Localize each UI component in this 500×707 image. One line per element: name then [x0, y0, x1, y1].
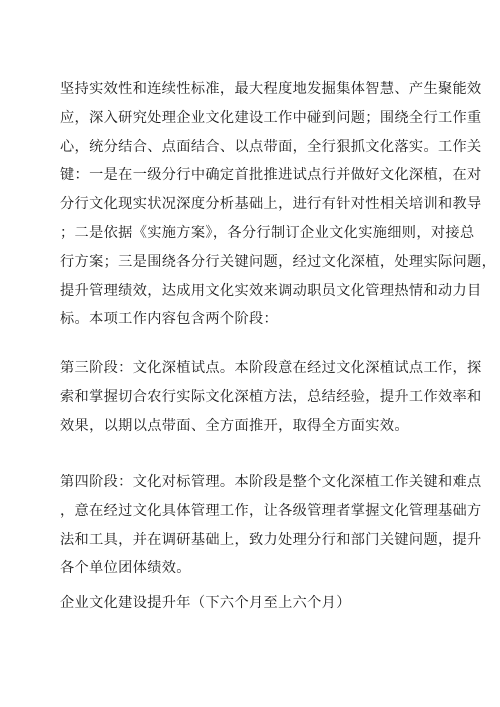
- text-line: 索和掌握切合农行实际文化深植方法，总结经验，提升工作效率和: [60, 388, 482, 405]
- text-line: 心，统分结合、点面结合、以点带面，全行狠抓文化落实。工作关: [60, 138, 482, 155]
- text-line: 第四阶段：文化对标管理。本阶段是整个文化深植工作关键和难点: [60, 474, 482, 490]
- section-heading: [60, 589, 440, 618]
- text-line: ；二是依据《实施方案》，各分行制订企业文化实施细则，对接总: [60, 224, 475, 241]
- text-line: 行方案；三是围绕各分行关键问题，经过文化深植，处理实际问题，: [60, 253, 497, 270]
- text-line: 提升管理绩效，达成用文化实效来调动职员文化管理热情和动力目: [60, 282, 482, 299]
- paragraph-stage-four: [60, 468, 482, 583]
- text-line: 法和工具，并在调研基础上，致力处理分行和部门关键问题，提升: [60, 531, 482, 548]
- text-line: 企业文化建设提升年（下六个月至上六个月）: [60, 595, 351, 611]
- text-line: 第三阶段：文化深植试点。本阶段意在经过文化深植试点工作，探: [60, 360, 482, 376]
- paragraph-pilot-principles: [60, 75, 497, 334]
- text-line: ，意在经过文化具体管理工作，让各级管理者掌握文化管理基础方: [60, 502, 482, 519]
- paragraph-stage-three: [60, 354, 482, 440]
- text-line: 各个单位团体绩效。: [60, 560, 191, 577]
- text-line: 标。本项工作内容包含两个阶段：: [60, 311, 279, 328]
- text-line: 分行文化现实状况深度分析基础上，进行有针对性相关培训和教导: [60, 196, 482, 213]
- text-line: 键：一是在一级分行中确定首批推进试点行并做好文化深植，在对: [60, 167, 482, 184]
- text-line: 效果，以期以点带面、全方面推开，取得全方面实效。: [60, 417, 409, 434]
- text-line: 应，深入研究处理企业文化建设工作中碰到问题；围绕全行工作重: [60, 109, 482, 126]
- text-line: 坚持实效性和连续性标准，最大程度地发掘集体智慧、产生聚能效: [60, 81, 482, 97]
